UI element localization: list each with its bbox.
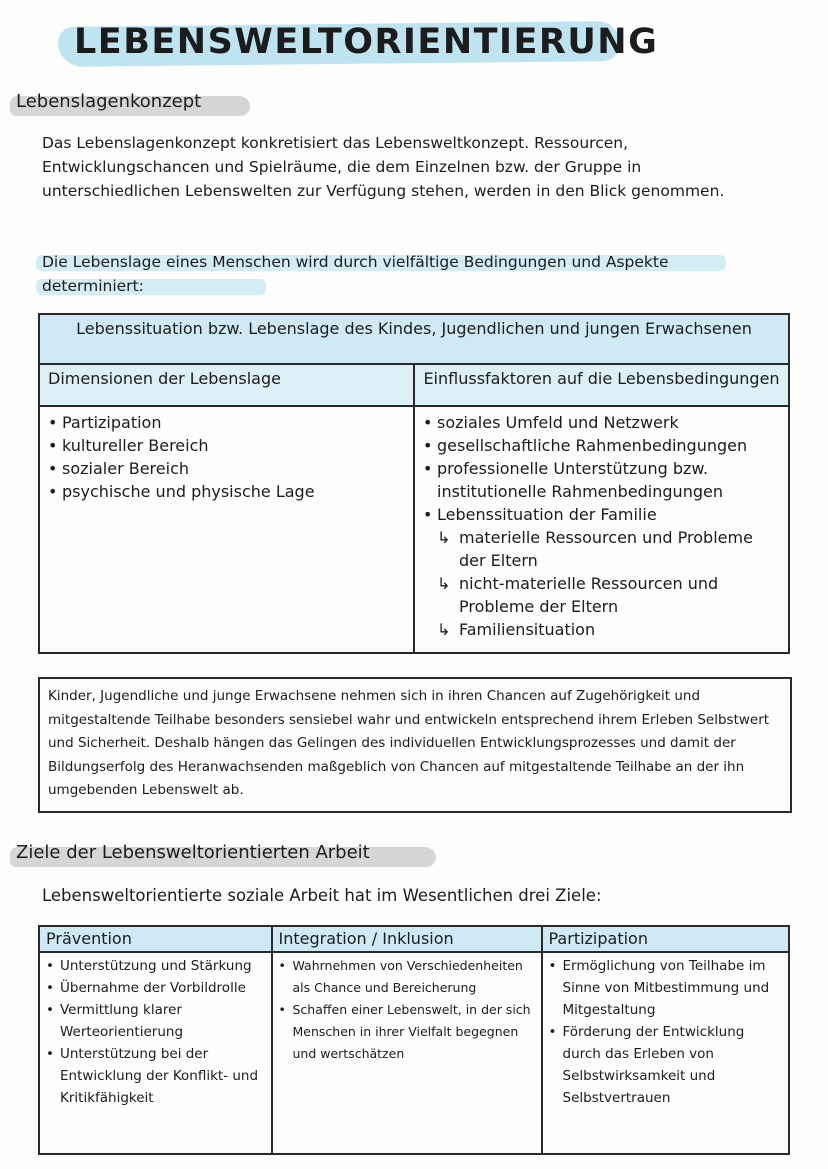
section-title: Lebenslagenkonzept (16, 91, 202, 112)
section-heading-lebenslagenkonzept (10, 88, 250, 118)
teilhabe-box: Kinder, Jugendliche und junge Erwachsene nehmen sich in ihren Chancen auf Zugehörigkeit und mitgestaltende Teilhabe besonders sensiebel wahr und entwickeln entsprechend ihrem Erleben Selbstwert und Sicherheit. Deshalb hängen das Gelingen des individuellen Entwicklungsprozesses und damit der Bildungserfolg des Heranwachsenden maßgeblich von Chancen auf mitgestaltende Teilhabe an der ihn umgebenden Lebenswelt ab. (38, 677, 792, 813)
list-item: • Lebenssituation der Familie (423, 503, 780, 526)
table-header-row (39, 926, 789, 952)
partizipation-cell (542, 952, 790, 1154)
table-header-row (39, 314, 789, 364)
col-header-dimensionen: Dimensionen der Lebenslage (39, 364, 414, 406)
integration-list (279, 955, 535, 1065)
dimensionen-list (48, 411, 405, 503)
lebenslage-table (38, 313, 790, 654)
table-column-header-row (39, 364, 789, 406)
list-item: • Ermöglichung von Teilhabe im Sinne von Mitbestimmung und Mitgestaltung (549, 955, 783, 1021)
title-block (58, 10, 659, 72)
list-item: • gesellschaftliche Rahmenbedingungen (423, 434, 780, 457)
praevention-list (46, 955, 265, 1109)
list-item: • soziales Umfeld und Netzwerk (423, 411, 780, 434)
list-item: • professionelle Unterstützung bzw. institutionelle Rahmenbedingungen (423, 457, 780, 503)
praevention-cell (39, 952, 272, 1154)
list-item: • sozialer Bereich (48, 457, 405, 480)
einflussfaktoren-cell (414, 406, 789, 653)
sub-list-item: ↳ nicht-materielle Ressourcen und Probleme der Eltern (423, 572, 780, 618)
table-row (39, 952, 789, 1154)
section-title: Ziele der Lebensweltorientierten Arbeit (16, 842, 370, 863)
partizipation-list (549, 955, 783, 1109)
list-item: • Förderung der Entwicklung durch das Erleben von Selbstwirksamkeit und Selbstvertrauen (549, 1021, 783, 1109)
intro-paragraph: Das Lebenslagenkonzept konkretisiert das Lebensweltkonzept. Ressourcen, Entwicklungschancen und Spielräume, die dem Einzelnen bzw. der Gruppe in unterschiedlichen Lebenswelten zur Verfügung stehen, werden in den Blick genommen. (42, 134, 725, 200)
section-heading-ziele (10, 839, 436, 869)
table-row (39, 406, 789, 653)
dimensionen-cell (39, 406, 414, 653)
col-header-praevention: Prävention (39, 926, 272, 952)
list-item: • psychische und physische Lage (48, 480, 405, 503)
sub-list-item: ↳ materielle Ressourcen und Probleme der Eltern (423, 526, 780, 572)
einflussfaktoren-list (423, 411, 780, 641)
page-title: LEBENSWELTORIENTIERUNG (74, 22, 659, 62)
ziele-table (38, 925, 790, 1155)
table-header: Lebenssituation bzw. Lebenslage des Kindes, Jugendlichen und jungen Erwachsenen (39, 314, 789, 364)
list-item: • Partizipation (48, 411, 405, 434)
lebenslage-paragraph: Die Lebenslage eines Menschen wird durch vielfältige Bedingungen und Aspekte determiniert: (42, 253, 669, 295)
list-item: • Unterstützung und Stärkung (46, 955, 265, 977)
col-header-einflussfaktoren: Einflussfaktoren auf die Lebensbedingungen (414, 364, 789, 406)
list-item: • Schaffen einer Lebenswelt, in der sich Menschen in ihrer Vielfalt begegnen und wertschätzen (279, 999, 535, 1065)
list-item: • Unterstützung bei der Entwicklung der Konflikt- und Kritikfähigkeit (46, 1043, 265, 1109)
col-header-integration: Integration / Inklusion (272, 926, 542, 952)
integration-cell (272, 952, 542, 1154)
ziele-intro: Lebensweltorientierte soziale Arbeit hat im Wesentlichen drei Ziele: (42, 886, 602, 905)
list-item: • Wahrnehmen von Verschiedenheiten als Chance und Bereicherung (279, 955, 535, 999)
list-item: • kultureller Bereich (48, 434, 405, 457)
list-item: • Übernahme der Vorbildrolle (46, 977, 265, 999)
col-header-partizipation: Partizipation (542, 926, 790, 952)
list-item: • Vermittlung klarer Werteorientierung (46, 999, 265, 1043)
sub-list-item: ↳ Familiensituation (423, 618, 780, 641)
